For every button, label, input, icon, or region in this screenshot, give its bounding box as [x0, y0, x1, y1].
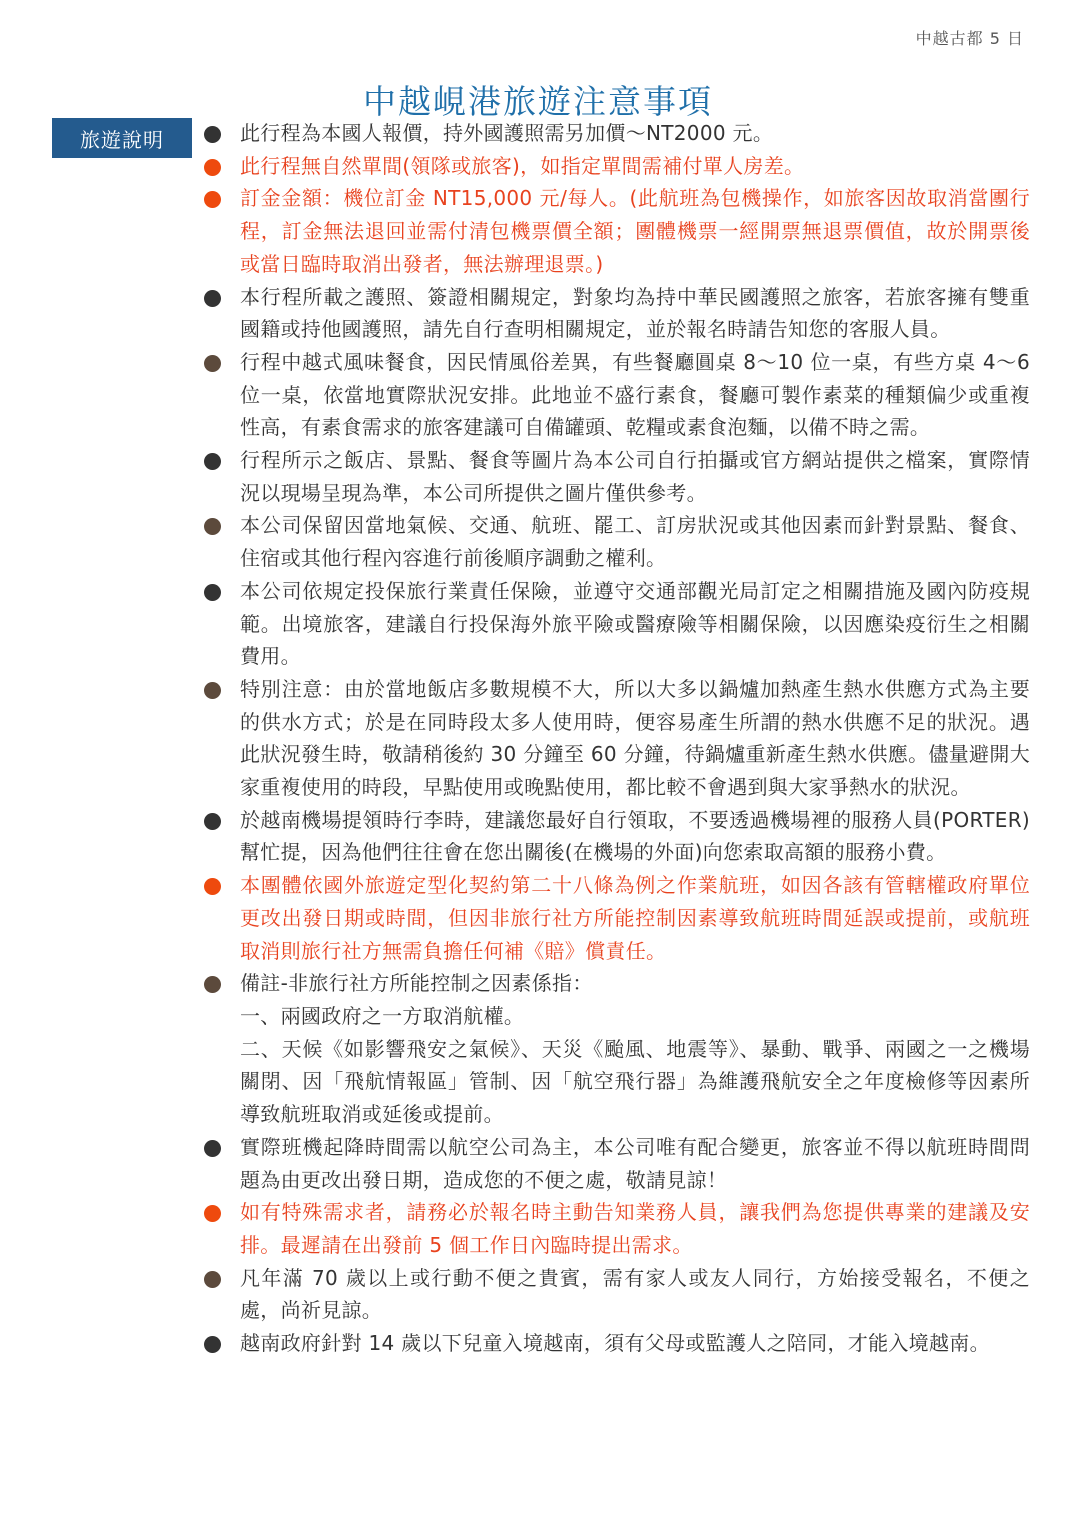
notice-item: [200, 346, 1030, 444]
notice-text: [240, 1262, 1030, 1327]
bullet-icon: [204, 682, 221, 699]
bullet-icon: [204, 1336, 221, 1353]
page-title: 中越峴港旅遊注意事項: [363, 82, 713, 122]
notice-text: [240, 509, 1030, 574]
notice-text-line: 此行程為本國人報價，持外國護照需另加價～NT2000 元。: [240, 121, 774, 145]
section-tag: 旅遊說明: [52, 118, 192, 158]
notice-text-line: 本公司保留因當地氣候、交通、航班、罷工、訂房狀況或其他因素而針對景點、餐食、住宿或其他行程內容進行前後順序調動之權利。: [240, 513, 1030, 571]
notice-item: [200, 117, 1030, 150]
notice-text: [240, 182, 1030, 280]
notice-text: [240, 869, 1030, 967]
notice-text: [240, 1327, 1030, 1360]
notice-text-line: 於越南機場提領時行李時，建議您最好自行領取，不要透過機場裡的服務人員(PORTER)幫忙提，因為他們往往會在您出關後(在機場的外面)向您索取高額的服務小費。: [240, 807, 1030, 865]
notice-text: [240, 346, 1030, 444]
notice-item: [200, 575, 1030, 673]
bullet-icon: [204, 813, 221, 830]
notice-item: [200, 150, 1030, 183]
notice-text-line: 本行程所載之護照、簽證相關規定，對象均為持中華民國護照之旅客，若旅客擁有雙重國籍或持他國護照，請先自行查明相關規定，並於報名時請告知您的客服人員。: [240, 284, 1030, 342]
bullet-icon: [204, 1205, 221, 1222]
bullet-icon: [204, 1271, 221, 1288]
notice-text-line: 行程中越式風味餐食，因民情風俗差異，有些餐廳圓桌 8～10 位一桌，有些方桌 4～6 位一桌，依當地實際狀況安排。此地並不盛行素食，餐廳可製作素菜的種類偏少或重複性高，有素食需求的旅客建議可自備罐頭、乾糧或素食泡麵，以備不時之需。: [240, 349, 1030, 440]
notice-text: [240, 1131, 1030, 1196]
bullet-icon: [204, 584, 221, 601]
notice-text: [240, 117, 1030, 150]
notice-text-line: 特別注意：由於當地飯店多數規模不大，所以大多以鍋爐加熱產生熱水供應方式為主要的供水方式；於是在同時段太多人使用時，便容易產生所謂的熱水供應不足的狀況。遇此狀況發生時，敬請稍後約 30 分鐘至 60 分鐘，待鍋爐重新產生熱水供應。儘量避開大家重複使用的時段，早點使用或晚點使用，都比較不會遇到與大家爭熱水的狀況。: [240, 676, 1030, 800]
notice-text: [240, 1196, 1030, 1261]
bullet-icon: [204, 191, 221, 208]
notice-text-line: 此行程無自然單間(領隊或旅客)，如指定單間需補付單人房差。: [240, 153, 805, 178]
notice-text: [240, 444, 1030, 509]
bullet-icon: [204, 290, 221, 307]
notice-text-line: 本團體依國外旅遊定型化契約第二十八條為例之作業航班，如因各該有管轄權政府單位更改出發日期或時間，但因非旅行社方所能控制因素導致航班時間延誤或提前，或航班取消則旅行社方無需負擔任何補《賠》償責任。: [240, 873, 1030, 963]
notice-item: [200, 673, 1030, 804]
notice-item: [200, 1196, 1030, 1261]
notice-text-line: 二、天候《如影響飛安之氣候》、天災《颱風、地震等》、暴動、戰爭、兩國之一之機場關閉、因「飛航情報區」管制、因「航空飛行器」為維護飛航安全之年度檢修等因素所導致航班取消或延後或提前。: [240, 1036, 1030, 1127]
bullet-icon: [204, 355, 221, 372]
notice-text-line: 凡年滿 70 歲以上或行動不便之貴賓，需有家人或友人同行，方始接受報名，不便之處，尚祈見諒。: [240, 1265, 1030, 1323]
notice-text-line: 一、兩國政府之一方取消航權。: [240, 1003, 525, 1028]
notice-text: [240, 575, 1030, 673]
notice-text: [240, 804, 1030, 869]
notice-text-line: 越南政府針對 14 歲以下兒童入境越南，須有父母或監護人之陪同，才能入境越南。: [240, 1331, 990, 1356]
notice-text-line: 行程所示之飯店、景點、餐食等圖片為本公司自行拍攝或官方網站提供之檔案，實際情況以現場呈現為準，本公司所提供之圖片僅供參考。: [240, 448, 1030, 505]
notice-text: [240, 281, 1030, 346]
header-corner-label: 中越古都 5 日: [915, 29, 1024, 48]
bullet-icon: [204, 159, 221, 176]
notice-item: [200, 444, 1030, 509]
notice-item: [200, 182, 1030, 280]
notice-text-line: 備註-非旅行社方所能控制之因素係指：: [240, 971, 593, 996]
notice-text-line: 如有特殊需求者，請務必於報名時主動告知業務人員，讓我們為您提供專業的建議及安排。最遲請在出發前 5 個工作日內臨時提出需求。: [240, 1200, 1030, 1257]
notice-item: [200, 1262, 1030, 1327]
bullet-icon: [204, 976, 221, 993]
notice-text-line: 訂金金額：機位訂金 NT15,000 元/每人。(此航班為包機操作，如旅客因故取消當團行程，訂金無法退回並需付清包機票價全額；團體機票一經開票無退票價值，故於開票後或當日臨時取消出發者，無法辦理退票。): [240, 186, 1030, 276]
notice-item: [200, 869, 1030, 967]
notice-text: [240, 967, 1030, 1131]
notice-list: [200, 117, 1030, 1360]
bullet-icon: [204, 878, 221, 895]
bullet-icon: [204, 1140, 221, 1157]
notice-item: [200, 281, 1030, 346]
notice-text: [240, 673, 1030, 804]
bullet-icon: [204, 126, 221, 143]
notice-text-line: 實際班機起降時間需以航空公司為主，本公司唯有配合變更，旅客並不得以航班時間問題為由更改出發日期，造成您的不便之處，敬請見諒！: [240, 1134, 1030, 1192]
bullet-icon: [204, 518, 221, 535]
bullet-icon: [204, 453, 221, 470]
notice-text-line: 本公司依規定投保旅行業責任保險，並遵守交通部觀光局訂定之相關措施及國內防疫規範。出境旅客，建議自行投保海外旅平險或醫療險等相關保險，以因應染疫衍生之相關費用。: [240, 578, 1030, 669]
notice-item: [200, 1327, 1030, 1360]
notice-item: [200, 967, 1030, 1131]
notice-item: [200, 1131, 1030, 1196]
notice-item: [200, 804, 1030, 869]
notice-text: [240, 150, 1030, 183]
notice-item: [200, 509, 1030, 574]
